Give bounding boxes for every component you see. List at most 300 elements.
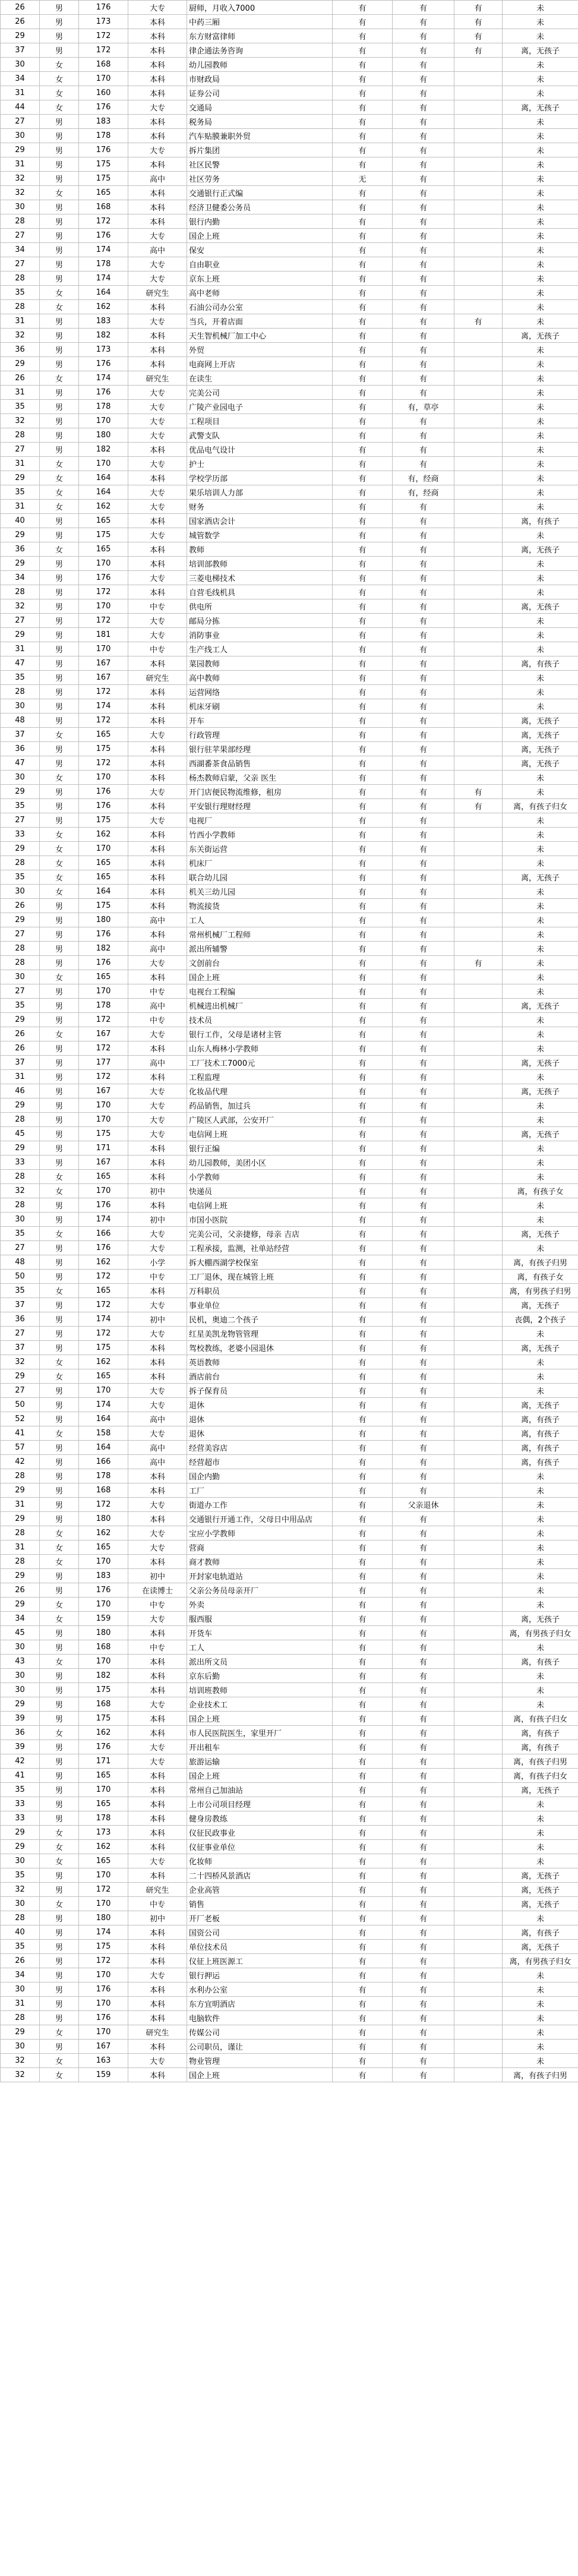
gender-cell: 女	[40, 286, 79, 300]
height-cell: 172	[79, 1954, 128, 1968]
house-cell: 有	[393, 1540, 454, 1555]
height-cell: 172	[79, 685, 128, 699]
age-cell: 29	[1, 1840, 40, 1854]
age-cell: 41	[1, 1769, 40, 1783]
table-row	[1, 386, 578, 400]
education-cell: 高中	[128, 913, 187, 927]
age-cell: 28	[1, 2011, 40, 2025]
gender-cell: 男	[40, 1398, 79, 1412]
car-cell: 有	[333, 1469, 393, 1483]
marital-status-cell: 未	[503, 1498, 578, 1512]
education-cell: 本科	[128, 214, 187, 229]
education-cell: 大专	[128, 272, 187, 286]
education-cell: 本科	[128, 1469, 187, 1483]
age-cell: 29	[1, 29, 40, 43]
height-cell: 160	[79, 86, 128, 100]
extra-cell	[454, 1013, 503, 1027]
education-cell: 高中	[128, 999, 187, 1013]
age-cell: 35	[1, 1868, 40, 1883]
table-row	[1, 1712, 578, 1726]
marital-status-cell: 未	[503, 528, 578, 542]
education-cell: 大专	[128, 1498, 187, 1512]
education-cell: 本科	[128, 58, 187, 72]
height-cell: 172	[79, 714, 128, 728]
height-cell: 162	[79, 828, 128, 842]
marital-status-cell: 未	[503, 2011, 578, 2025]
age-cell: 28	[1, 856, 40, 870]
car-cell: 有	[333, 799, 393, 813]
car-cell: 有	[333, 1113, 393, 1127]
education-cell: 本科	[128, 885, 187, 899]
age-cell: 31	[1, 457, 40, 471]
height-cell: 170	[79, 842, 128, 856]
extra-cell	[454, 2068, 503, 2082]
table-row	[1, 528, 578, 542]
table-row	[1, 1797, 578, 1811]
height-cell: 170	[79, 642, 128, 656]
car-cell: 有	[333, 200, 393, 214]
height-cell: 167	[79, 656, 128, 671]
height-cell: 176	[79, 571, 128, 585]
gender-cell: 男	[40, 913, 79, 927]
age-cell: 30	[1, 970, 40, 984]
occupation-cell: 拆子保育员	[187, 1384, 333, 1398]
extra-cell: 有	[454, 314, 503, 329]
occupation-cell: 工人	[187, 1640, 333, 1655]
table-row	[1, 542, 578, 557]
extra-cell	[454, 514, 503, 528]
extra-cell	[454, 913, 503, 927]
education-cell: 本科	[128, 1826, 187, 1840]
occupation-cell: 邮局分拣	[187, 614, 333, 628]
marital-status-cell: 未	[503, 970, 578, 984]
occupation-cell: 仪征事业单位	[187, 1840, 333, 1854]
house-cell: 有	[393, 428, 454, 443]
gender-cell: 男	[40, 157, 79, 172]
gender-cell: 男	[40, 343, 79, 357]
education-cell: 本科	[128, 15, 187, 29]
gender-cell: 男	[40, 557, 79, 571]
house-cell: 有	[393, 1526, 454, 1540]
gender-cell: 女	[40, 1612, 79, 1626]
car-cell: 有	[333, 1084, 393, 1098]
height-cell: 182	[79, 942, 128, 956]
education-cell: 本科	[128, 357, 187, 371]
gender-cell: 男	[40, 357, 79, 371]
marital-status-cell: 未	[503, 2054, 578, 2068]
table-row	[1, 15, 578, 29]
car-cell: 有	[333, 1655, 393, 1669]
education-cell: 本科	[128, 1982, 187, 1997]
marital-status-cell: 未	[503, 143, 578, 157]
occupation-cell: 开货车	[187, 1626, 333, 1640]
occupation-cell: 快递员	[187, 1184, 333, 1198]
height-cell: 172	[79, 585, 128, 599]
marital-status-cell: 未	[503, 1683, 578, 1697]
gender-cell: 女	[40, 1184, 79, 1198]
marital-status-cell: 未	[503, 642, 578, 656]
car-cell: 有	[333, 756, 393, 771]
occupation-cell: 联合幼儿园	[187, 870, 333, 885]
occupation-cell: 工程监理	[187, 1070, 333, 1084]
marital-status-cell: 未	[503, 1640, 578, 1655]
age-cell: 48	[1, 714, 40, 728]
extra-cell	[454, 1113, 503, 1127]
height-cell: 176	[79, 799, 128, 813]
occupation-cell: 运营网络	[187, 685, 333, 699]
car-cell: 有	[333, 58, 393, 72]
gender-cell: 男	[40, 1883, 79, 1897]
gender-cell: 男	[40, 1, 79, 15]
height-cell: 174	[79, 1312, 128, 1327]
age-cell: 35	[1, 1284, 40, 1298]
age-cell: 30	[1, 129, 40, 143]
education-cell: 本科	[128, 471, 187, 485]
height-cell: 175	[79, 1341, 128, 1355]
age-cell: 32	[1, 1355, 40, 1369]
table-row	[1, 1241, 578, 1255]
education-cell: 本科	[128, 771, 187, 785]
occupation-cell: 菜园教师	[187, 656, 333, 671]
occupation-cell: 三菱电梯技术	[187, 571, 333, 585]
table-row	[1, 1255, 578, 1270]
table-row	[1, 172, 578, 186]
car-cell: 有	[333, 1883, 393, 1897]
gender-cell: 男	[40, 1997, 79, 2011]
occupation-cell: 电信网上班	[187, 1127, 333, 1141]
house-cell: 有	[393, 685, 454, 699]
height-cell: 172	[79, 214, 128, 229]
height-cell: 162	[79, 1840, 128, 1854]
age-cell: 28	[1, 1170, 40, 1184]
car-cell: 有	[333, 656, 393, 671]
extra-cell	[454, 58, 503, 72]
age-cell: 27	[1, 1327, 40, 1341]
extra-cell	[454, 813, 503, 828]
table-row	[1, 913, 578, 927]
height-cell: 178	[79, 999, 128, 1013]
house-cell: 有	[393, 1626, 454, 1640]
table-row	[1, 1811, 578, 1826]
marital-status-cell: 离，无孩子	[503, 1612, 578, 1626]
height-cell: 172	[79, 1327, 128, 1341]
age-cell: 32	[1, 2054, 40, 2068]
occupation-cell: 旅游运输	[187, 1754, 333, 1769]
occupation-cell: 广陵区人武部，公安开厂	[187, 1113, 333, 1127]
age-cell: 40	[1, 514, 40, 528]
car-cell: 有	[333, 1940, 393, 1954]
occupation-cell: 单位技术员	[187, 1940, 333, 1954]
height-cell: 172	[79, 1041, 128, 1056]
occupation-cell: 拆片集团	[187, 143, 333, 157]
marital-status-cell: 未	[503, 699, 578, 714]
height-cell: 176	[79, 927, 128, 942]
extra-cell	[454, 1683, 503, 1697]
extra-cell	[454, 1412, 503, 1426]
table-row	[1, 1369, 578, 1384]
occupation-cell: 山东人梅林小学教师	[187, 1041, 333, 1056]
education-cell: 本科	[128, 1341, 187, 1355]
car-cell: 有	[333, 642, 393, 656]
car-cell: 有	[333, 229, 393, 243]
age-cell: 39	[1, 1740, 40, 1754]
education-cell: 研究生	[128, 2025, 187, 2040]
occupation-cell: 街道办工作	[187, 1498, 333, 1512]
marital-status-cell: 未	[503, 485, 578, 500]
car-cell: 有	[333, 443, 393, 457]
car-cell: 有	[333, 86, 393, 100]
car-cell: 有	[333, 671, 393, 685]
education-cell: 大专	[128, 100, 187, 115]
education-cell: 本科	[128, 1555, 187, 1569]
house-cell: 有	[393, 172, 454, 186]
height-cell: 167	[79, 2040, 128, 2054]
house-cell: 有	[393, 2025, 454, 2040]
car-cell: 有	[333, 157, 393, 172]
marital-status-cell: 未	[503, 500, 578, 514]
occupation-cell: 广陵产业园电子	[187, 400, 333, 414]
marital-status-cell: 未	[503, 2025, 578, 2040]
height-cell: 174	[79, 1925, 128, 1940]
car-cell: 有	[333, 1683, 393, 1697]
table-row	[1, 1626, 578, 1640]
car-cell: 有	[333, 571, 393, 585]
marital-status-cell: 离，无孩子	[503, 742, 578, 756]
education-cell: 初中	[128, 1569, 187, 1583]
occupation-cell: 国企上班	[187, 1769, 333, 1783]
gender-cell: 女	[40, 471, 79, 485]
education-cell: 本科	[128, 1954, 187, 1968]
occupation-cell: 国企上班	[187, 1712, 333, 1726]
education-cell: 本科	[128, 514, 187, 528]
extra-cell	[454, 1526, 503, 1540]
gender-cell: 男	[40, 1198, 79, 1213]
marital-status-cell: 未	[503, 1854, 578, 1868]
car-cell: 有	[333, 1569, 393, 1583]
house-cell: 有	[393, 500, 454, 514]
gender-cell: 女	[40, 485, 79, 500]
table-row	[1, 428, 578, 443]
education-cell: 大专	[128, 500, 187, 514]
education-cell: 大专	[128, 1754, 187, 1769]
age-cell: 30	[1, 771, 40, 785]
car-cell: 有	[333, 485, 393, 500]
extra-cell	[454, 1868, 503, 1883]
gender-cell: 男	[40, 1626, 79, 1640]
education-cell: 本科	[128, 2068, 187, 2082]
age-cell: 26	[1, 1027, 40, 1041]
education-cell: 本科	[128, 1797, 187, 1811]
occupation-cell: 外贸	[187, 343, 333, 357]
occupation-cell: 服西服	[187, 1612, 333, 1626]
house-cell: 有	[393, 29, 454, 43]
car-cell: 有	[333, 1312, 393, 1327]
occupation-cell: 开门店便民物流维修，租房	[187, 785, 333, 799]
age-cell: 37	[1, 1056, 40, 1070]
marital-status-cell: 离，无孩子	[503, 1298, 578, 1312]
house-cell: 有	[393, 742, 454, 756]
table-row	[1, 414, 578, 428]
occupation-cell: 市国小医院	[187, 1213, 333, 1227]
table-row	[1, 1754, 578, 1769]
education-cell: 中专	[128, 1897, 187, 1911]
education-cell: 高中	[128, 243, 187, 257]
marital-status-cell: 未	[503, 785, 578, 799]
gender-cell: 女	[40, 86, 79, 100]
age-cell: 35	[1, 1227, 40, 1241]
marital-status-cell: 未	[503, 1213, 578, 1227]
age-cell: 30	[1, 1683, 40, 1697]
gender-cell: 男	[40, 43, 79, 58]
occupation-cell: 中药三厢	[187, 15, 333, 29]
height-cell: 172	[79, 756, 128, 771]
age-cell: 27	[1, 1384, 40, 1398]
age-cell: 30	[1, 1854, 40, 1868]
occupation-cell: 事业单位	[187, 1298, 333, 1312]
age-cell: 28	[1, 942, 40, 956]
occupation-cell: 果乐培训人力部	[187, 485, 333, 500]
house-cell: 有	[393, 1783, 454, 1797]
house-cell: 有	[393, 514, 454, 528]
house-cell: 有	[393, 457, 454, 471]
car-cell: 有	[333, 1868, 393, 1883]
car-cell: 有	[333, 400, 393, 414]
gender-cell: 男	[40, 599, 79, 614]
occupation-cell: 幼儿园教师，美团小区	[187, 1156, 333, 1170]
car-cell: 有	[333, 115, 393, 129]
education-cell: 中专	[128, 1640, 187, 1655]
extra-cell	[454, 186, 503, 200]
height-cell: 183	[79, 314, 128, 329]
age-cell: 47	[1, 656, 40, 671]
occupation-cell: 银行驻苹果部经理	[187, 742, 333, 756]
occupation-cell: 开封家电轨道站	[187, 1569, 333, 1583]
height-cell: 165	[79, 970, 128, 984]
height-cell: 172	[79, 1298, 128, 1312]
extra-cell	[454, 1455, 503, 1469]
car-cell: 有	[333, 2011, 393, 2025]
table-row	[1, 1897, 578, 1911]
occupation-cell: 当兵，开着店面	[187, 314, 333, 329]
extra-cell	[454, 1783, 503, 1797]
education-cell: 初中	[128, 1911, 187, 1925]
marital-status-cell: 未	[503, 842, 578, 856]
house-cell: 有	[393, 1455, 454, 1469]
car-cell: 有	[333, 2025, 393, 2040]
car-cell: 有	[333, 1726, 393, 1740]
house-cell: 有	[393, 1355, 454, 1369]
extra-cell	[454, 1897, 503, 1911]
extra-cell	[454, 1612, 503, 1626]
table-row	[1, 1455, 578, 1469]
age-cell: 37	[1, 43, 40, 58]
car-cell: 有	[333, 870, 393, 885]
car-cell: 有	[333, 214, 393, 229]
gender-cell: 男	[40, 571, 79, 585]
marital-status-cell: 离，有孩子	[503, 1925, 578, 1940]
education-cell: 大专	[128, 614, 187, 628]
height-cell: 170	[79, 1783, 128, 1797]
house-cell: 有	[393, 1512, 454, 1526]
occupation-cell: 开车	[187, 714, 333, 728]
gender-cell: 男	[40, 742, 79, 756]
occupation-cell: 经营超市	[187, 1455, 333, 1469]
occupation-cell: 交通银行开通工作，父母日中用品店	[187, 1512, 333, 1526]
occupation-cell: 武警支队	[187, 428, 333, 443]
gender-cell: 男	[40, 671, 79, 685]
house-cell: 有	[393, 1669, 454, 1683]
occupation-cell: 学校学历部	[187, 471, 333, 485]
marital-status-cell: 未	[503, 172, 578, 186]
marital-status-cell: 未	[503, 927, 578, 942]
gender-cell: 男	[40, 1940, 79, 1954]
car-cell: 有	[333, 1184, 393, 1198]
education-cell: 本科	[128, 1726, 187, 1740]
car-cell: 有	[333, 1170, 393, 1184]
gender-cell: 女	[40, 1726, 79, 1740]
table-row	[1, 514, 578, 528]
house-cell: 有	[393, 813, 454, 828]
extra-cell	[454, 1441, 503, 1455]
extra-cell	[454, 1598, 503, 1612]
height-cell: 164	[79, 1412, 128, 1426]
extra-cell	[454, 1098, 503, 1113]
occupation-cell: 税务局	[187, 115, 333, 129]
gender-cell: 男	[40, 1441, 79, 1455]
house-cell: 有	[393, 1070, 454, 1084]
table-row	[1, 1341, 578, 1355]
marital-status-cell: 未	[503, 1113, 578, 1127]
marital-status-cell: 离，无孩子	[503, 1883, 578, 1897]
gender-cell: 男	[40, 1098, 79, 1113]
house-cell: 有	[393, 386, 454, 400]
table-row	[1, 1312, 578, 1327]
extra-cell	[454, 1997, 503, 2011]
age-cell: 31	[1, 1540, 40, 1555]
table-row	[1, 1868, 578, 1883]
height-cell: 174	[79, 243, 128, 257]
extra-cell	[454, 1227, 503, 1241]
house-cell: 有	[393, 58, 454, 72]
education-cell: 本科	[128, 86, 187, 100]
occupation-cell: 传媒公司	[187, 2025, 333, 2040]
extra-cell	[454, 714, 503, 728]
marital-status-cell: 离，有孩子	[503, 1740, 578, 1754]
gender-cell: 男	[40, 2011, 79, 2025]
occupation-cell: 市人民医院医生，家里开厂	[187, 1726, 333, 1740]
house-cell: 有	[393, 771, 454, 785]
education-cell: 本科	[128, 343, 187, 357]
age-cell: 35	[1, 286, 40, 300]
car-cell: 有	[333, 1697, 393, 1712]
height-cell: 182	[79, 329, 128, 343]
age-cell: 34	[1, 571, 40, 585]
age-cell: 41	[1, 1426, 40, 1441]
marital-status-cell: 未	[503, 1598, 578, 1612]
occupation-cell: 英语教师	[187, 1355, 333, 1369]
age-cell: 29	[1, 1483, 40, 1498]
house-cell: 有	[393, 828, 454, 842]
gender-cell: 女	[40, 1840, 79, 1854]
car-cell: 有	[333, 699, 393, 714]
car-cell: 有	[333, 2068, 393, 2082]
car-cell: 有	[333, 471, 393, 485]
age-cell: 32	[1, 329, 40, 343]
education-cell: 大专	[128, 1526, 187, 1540]
table-row	[1, 828, 578, 842]
extra-cell: 有	[454, 29, 503, 43]
extra-cell	[454, 1426, 503, 1441]
